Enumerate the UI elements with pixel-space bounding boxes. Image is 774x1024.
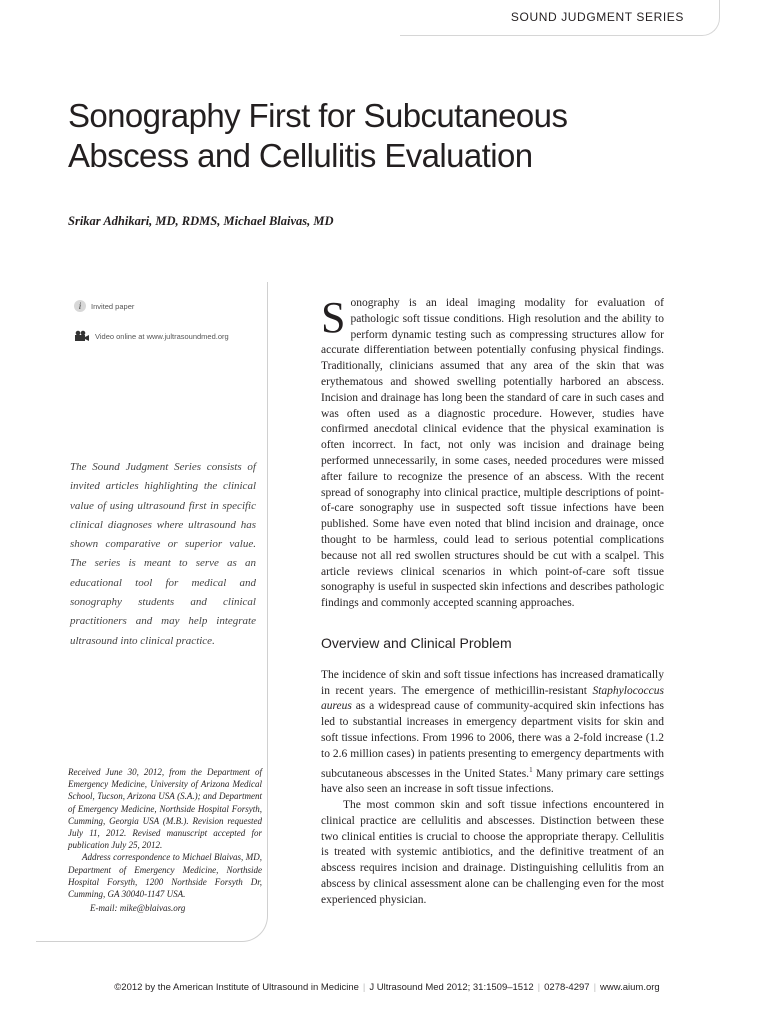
reference-1[interactable]: 1 [529,765,533,774]
p1-text-c: Many primary care settings have also seen an increase in soft tissue infections. [321,767,664,796]
intro-text: onography is an ideal imaging modality for evaluation of pathologic soft tissue conditions. High resolution and the ability to perform dynamic testing such as compressing structures allow for accurate differentiation between potentially confusing physical findings. Traditionally, clinicians assumed that any area of the skin that was erythematous and showed swelling potentially harbored an abscess. Incision and drainage has long been the standard of care in such cases and was often used as a diagnostic procedure. However, studies have confirmed anecdotal clinical evidence that the physical examination is often incorrect. In fact, not only was incision and drainage being performed unnecessarily, in some cases, needed procedures were missed after failure to recognize the presence of an abscess. With the recent spread of sonography into clinical practice, multiple descriptions of point-of-care sonography use in suspected soft tissue infections have been published. Some have even noted that blind incision and drainage, once thought to be harmless, could lead to serious potential complications because not all red swollen structures should be cut with a scalpel. This article reviews clinical scenarios in which point-of-care soft tissue sonography is useful in suspected skin infections and describes pathologic findings and commonly accepted scanning approaches. [321,297,664,610]
article-body [321,293,664,909]
video-online-link[interactable]: Video online at www.jultrasoundmed.org [95,331,229,341]
footer-copyright: ©2012 by the American Institute of Ultrasound in Medicine [114,982,359,993]
p1-text-b: as a widespread cause of community-acquired skin infections has led to substantial increases in emergency department visits for skin and soft tissue infections. From 1996 to 2006, there was a 2-fold increase (1.2 to 2.6 million cases) in patients presenting to emergency departments with subcutaneous abscesses in the United States. [321,700,664,780]
drop-cap: S [321,293,346,342]
article-title [68,96,708,176]
body-paragraph-2: The most common skin and soft tissue infections encountered in clinical practice are cellulitis and abscesses. Distinction between these two clinical entities is crucial to choose the appropriate therapy. Cellulitis is treated with systemic antibiotics, and the definitive treatment of an abscess requires incision and drainage. Distinguishing cellulitis from an abscess by clinical assessment alone can be challenging even for the most experienced physician. [321,798,664,906]
footer-issn: 0278-4297 [544,982,590,993]
authors: Srikar Adhikari, MD, RDMS, Michael Blaivas, MD [68,214,334,228]
correspondence-address: Address correspondence to Michael Blaivas, MD, Department of Emergency Medicine, Northside Hospital Forsyth, 1200 Northside Forsyth Dr, Cumming, GA 30040-1147 USA. [68,852,262,900]
article-notes [68,766,262,914]
received-info: Received June 30, 2012, from the Department of Emergency Medicine, University of Arizona Medical School, Tucson, Arizona USA (S.A.); and Department of Emergency Medicine, Northside Hospital Forsyth, Cumming, Georgia USA (M.B.). Revision requested July 11, 2012. Revised manuscript accepted for publication July 25, 2012. [68,767,262,851]
intro-paragraph [321,293,664,612]
series-label: SOUND JUDGMENT SERIES [510,10,684,24]
invited-paper-label: Invited paper [91,301,135,311]
title-line-2: Abscess and Cellulitis Evaluation [68,137,533,174]
video-online-row [74,330,229,342]
invited-paper-row [74,300,134,312]
footer-website[interactable]: www.aium.org [600,982,660,993]
p1-text-a: The incidence of skin and soft tissue infections has increased dramatically in recent years. The emergence of methicillin-resistant [321,668,664,697]
sidebar [36,282,268,942]
section-heading: Overview and Clinical Problem [321,634,512,651]
video-camera-icon [74,330,90,342]
footer: ©2012 by the American Institute of Ultrasound in Medicine | J Ultrasound Med 2012; 31:1509–1512 | 0278-4297 | www.aium.org [114,982,660,993]
footer-citation: J Ultrasound Med 2012; 31:1509–1512 [369,982,534,993]
info-icon: i [74,300,86,312]
correspondence-email[interactable]: E-mail: mike@blaivas.org [90,903,186,914]
series-description: The Sound Judgment Series consists of invited articles highlighting the clinical value of using ultrasound first in specific clinical diagnoses where ultrasound has shown comparative or superior value. The series is meant to serve as an educational tool for medical and sonography students and clinical practitioners and may help integrate ultrasound into clinical practice. [70,461,256,647]
p1-species: Staphylococcus aureus [321,684,664,713]
title-line-1: Sonography First for Subcutaneous [68,97,568,134]
body-paragraph-1 [321,668,664,798]
